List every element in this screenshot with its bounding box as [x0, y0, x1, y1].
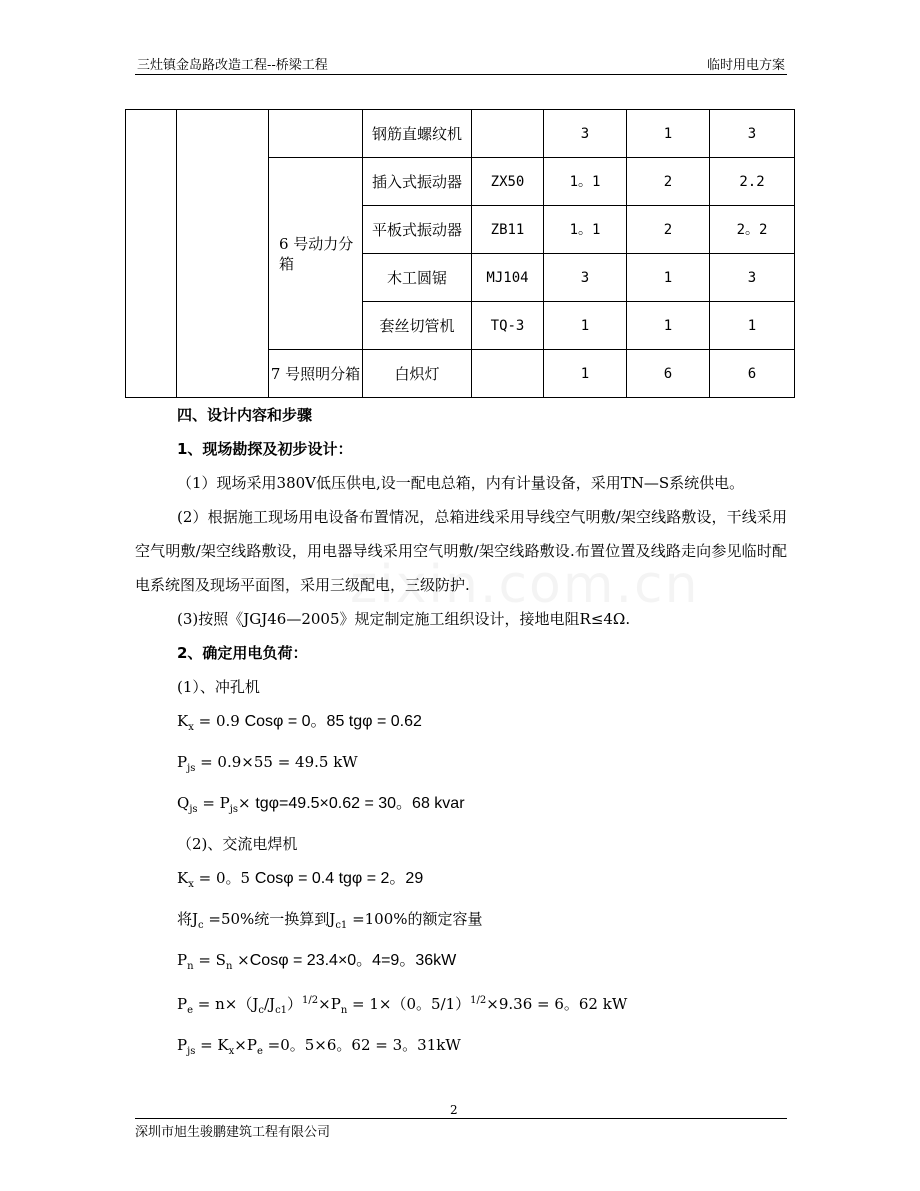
list-item: （2)、交流电焊机 — [177, 835, 298, 853]
formula-text: Q — [177, 794, 190, 812]
table-cell-total: 1 — [710, 302, 795, 350]
table-cell-qty: 1 — [627, 254, 710, 302]
formula-text: Cosφ = 23.4×0。4=9。36kW — [249, 952, 457, 969]
table-cell-name: 套丝切管机 — [363, 302, 472, 350]
table-cell-total: 6 — [710, 350, 795, 398]
formula-subscript: n — [340, 1005, 348, 1016]
formula-text: ） — [287, 995, 303, 1013]
table-cell-model — [472, 350, 544, 398]
formula-text: = P — [197, 794, 230, 812]
table-cell-name: 白炽灯 — [363, 350, 472, 398]
formula-subscript: c1 — [335, 920, 348, 931]
formula-superscript: 1/2 — [470, 995, 487, 1006]
formula-text: × — [232, 951, 250, 969]
table-cell-box — [269, 110, 363, 158]
table-cell-name: 木工圆锯 — [363, 254, 472, 302]
paragraph: (3)按照《JGJ46—2005》规定制定施工组织设计，接地电阻R≤4Ω. — [177, 610, 631, 628]
formula-subscript: n — [225, 961, 233, 972]
formula-subscript: e — [187, 1005, 194, 1016]
table-cell-power: 3 — [544, 254, 627, 302]
table-cell-power: 1 — [544, 350, 627, 398]
table-cell-model: MJ104 — [472, 254, 544, 302]
formula-text: = 1×（0。5/1） — [347, 995, 471, 1013]
table-cell-model: TQ-3 — [472, 302, 544, 350]
subsection-heading: 1、现场勘探及初步设计： — [177, 440, 353, 458]
formula-subscript: c1 — [275, 1005, 288, 1016]
table-row — [126, 110, 795, 158]
header-project-title: 三灶镇金岛路改造工程--桥梁工程 — [137, 58, 328, 73]
table-cell-name: 平板式振动器 — [363, 206, 472, 254]
formula-line — [135, 984, 787, 1028]
formula-line — [135, 786, 787, 827]
formula-text: K — [177, 869, 189, 887]
formula-text: P — [177, 753, 188, 771]
formula-text: × — [237, 794, 256, 812]
formula-subscript: x — [188, 879, 194, 890]
formula-line — [135, 704, 787, 745]
formula-text: =0。5×6。62 = 3。31kW — [262, 1036, 461, 1054]
table-cell-name: 钢筋直螺纹机 — [363, 110, 472, 158]
table-cell-power: 1。1 — [544, 158, 627, 206]
table-cell-blank — [177, 110, 269, 398]
table-cell-qty: 2 — [627, 206, 710, 254]
formula-subscript: e — [256, 1046, 263, 1057]
table-cell-box: 6 号动力分箱 — [269, 158, 363, 350]
formula-text: P — [177, 1036, 188, 1054]
table-cell-power: 3 — [544, 110, 627, 158]
formula-text: K — [177, 712, 189, 730]
formula-subscript: x — [188, 722, 194, 733]
formula-subscript: js — [229, 804, 238, 815]
table-cell-total: 3 — [710, 254, 795, 302]
table-cell-qty: 1 — [627, 302, 710, 350]
subsection-heading: 2、确定用电负荷： — [177, 644, 308, 662]
header-doc-title: 临时用电方案 — [706, 58, 785, 73]
formula-line — [135, 943, 787, 984]
formula-text: P — [177, 951, 188, 969]
formula-text: = K — [195, 1036, 229, 1054]
formula-text: ×9.36 = 6。62 kW — [486, 995, 628, 1013]
formula-line — [135, 745, 787, 786]
formula-subscript: x — [228, 1046, 235, 1057]
formula-subscript: js — [189, 804, 198, 815]
formula-text: /J — [263, 995, 276, 1013]
formula-subscript: c — [198, 920, 204, 931]
table-cell-total: 2.2 — [710, 158, 795, 206]
formula-superscript: 1/2 — [302, 995, 319, 1006]
table-cell-qty: 2 — [627, 158, 710, 206]
formula-line — [135, 902, 787, 943]
equipment-table — [125, 109, 795, 398]
section-heading: 四、设计内容和步骤 — [177, 406, 313, 424]
formula-subscript: js — [187, 763, 196, 774]
formula-line — [135, 861, 787, 902]
formula-text: = n×（J — [193, 995, 259, 1013]
table-cell-qty: 1 — [627, 110, 710, 158]
paragraph: (2）根据施工现场用电设备布置情况，总箱进线采用导线空气明敷/架空线路敷设，干线采用空气明敷/架空线路敷设，用电器导线采用空气明敷/架空线路敷设.布置位置及线路走向参见临时配电系统图及现场平面图，采用三级配电，三级防护. — [135, 508, 787, 594]
footer-divider — [135, 1118, 787, 1119]
formula-text: ×P — [318, 995, 341, 1013]
table-cell-model — [472, 110, 544, 158]
formula-text: P — [177, 995, 188, 1013]
formula-text: 将J — [177, 910, 199, 928]
formula-text: tgφ=49.5×0.62 = 30。68 kvar — [255, 795, 465, 812]
table-cell-name: 插入式振动器 — [363, 158, 472, 206]
table-cell-model: ZX50 — [472, 158, 544, 206]
table-cell-box: 7 号照明分箱 — [269, 350, 363, 398]
formula-text: Cosφ = 0.4 tgφ = 2。29 — [254, 870, 424, 887]
formula-text: = S — [193, 951, 226, 969]
table-cell-qty: 6 — [627, 350, 710, 398]
formula-text: = 0。5 — [193, 869, 255, 887]
formula-subscript: c — [258, 1005, 264, 1016]
table-cell-model: ZB11 — [472, 206, 544, 254]
table-cell-power: 1。1 — [544, 206, 627, 254]
table-cell-power: 1 — [544, 302, 627, 350]
formula-text: =50%统一换算到J — [203, 910, 336, 928]
document-body — [135, 398, 787, 1069]
footer-company: 深圳市旭生骏鹏建筑工程有限公司 — [135, 1125, 331, 1140]
table-cell-blank — [126, 110, 177, 398]
page-number: 2 — [450, 1103, 458, 1117]
formula-text: ×P — [234, 1036, 257, 1054]
formula-subscript: js — [187, 1046, 196, 1057]
table-cell-total: 2。2 — [710, 206, 795, 254]
table-cell-total: 3 — [710, 110, 795, 158]
list-item: (1）、冲孔机 — [177, 678, 260, 696]
formula-text: = 0.9×55 = 49.5 kW — [195, 753, 358, 771]
formula-subscript: n — [187, 961, 194, 972]
formula-text: =100%的额定容量 — [347, 910, 483, 928]
formula-text: Cosφ = 0。85 tgφ = 0.62 — [244, 713, 422, 730]
paragraph: （1）现场采用380V低压供电,设一配电总箱，内有计量设备，采用TN—S系统供电。 — [177, 474, 745, 492]
page-header — [135, 52, 787, 75]
formula-line — [135, 1028, 787, 1069]
formula-text: = 0.9 — [193, 712, 245, 730]
